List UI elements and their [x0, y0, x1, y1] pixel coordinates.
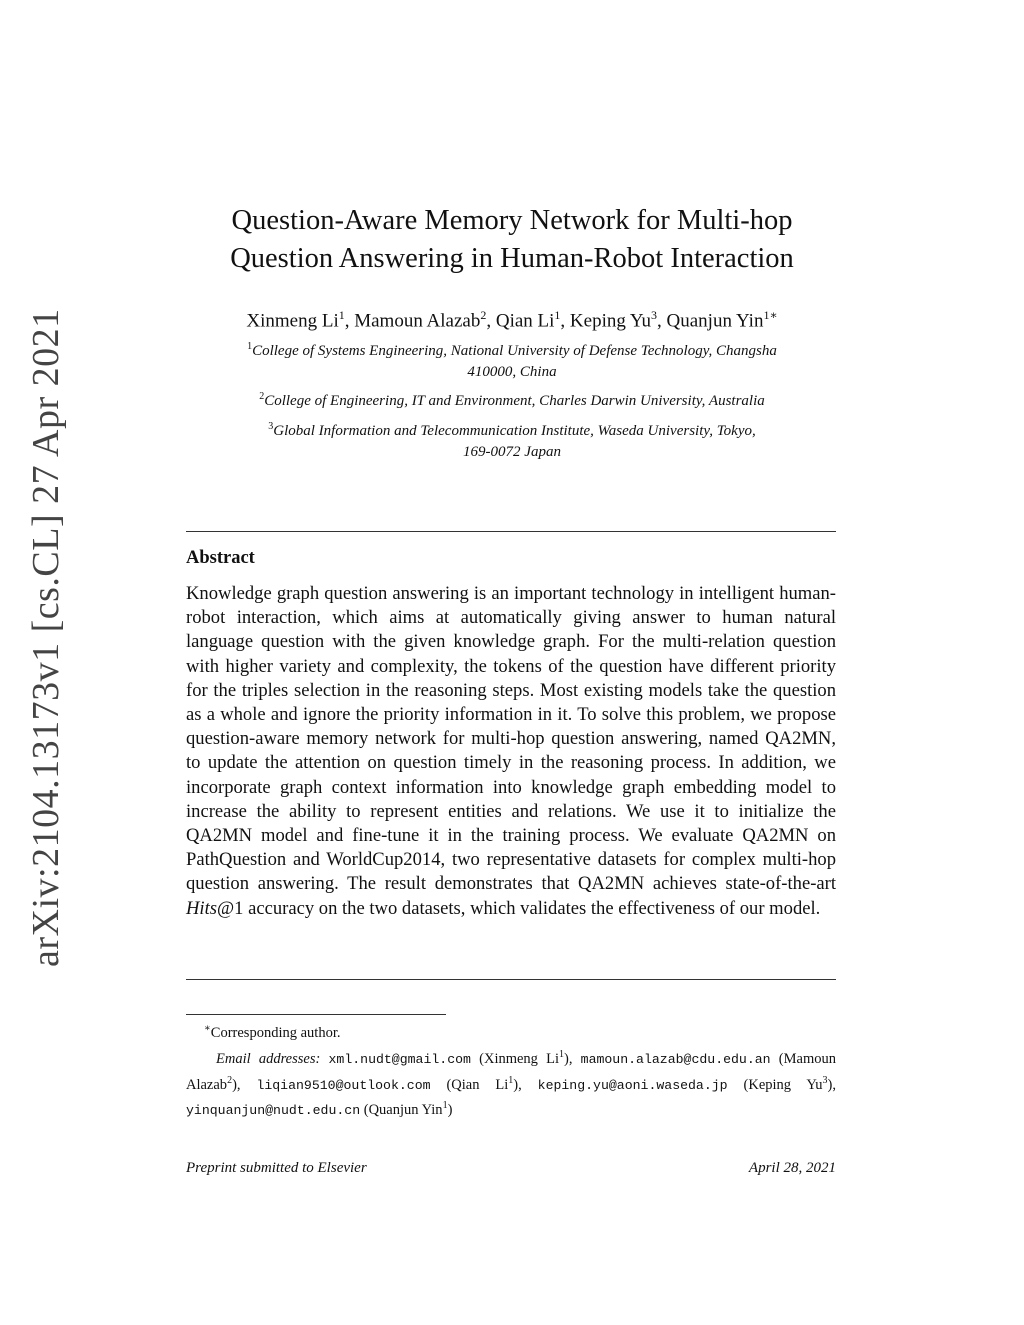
author-sup: 1∗ [763, 308, 778, 322]
email-owner: Quanjun Yin [368, 1102, 443, 1119]
title-line-2: Question Answering in Human-Robot Interaction [230, 243, 794, 274]
affiliation-sup: 3 [268, 421, 274, 432]
author-sup: 1 [554, 308, 561, 322]
email-owner-sup: 3 [822, 1074, 828, 1086]
abstract-text-end: @1 accuracy on the two datasets, which validates the effectiveness of our model. [217, 897, 821, 919]
affiliation-line: 410000, China [467, 364, 557, 380]
footnote-rule [186, 1014, 446, 1015]
arxiv-identifier: arXiv:2104.13173v1 [cs.CL] 27 Apr 2021 [25, 308, 67, 967]
affiliation-1 [160, 336, 864, 383]
footnote-mark: ∗ [204, 1023, 211, 1034]
email-owner-sup: 2 [227, 1074, 233, 1086]
email-owner-sup: 1 [508, 1074, 514, 1086]
author-list: Xinmeng Li$^1$, Mamoun Alazab$^2$, Qian Li$^1$, Keping Yu$^3$, Quanjun Yin$^{1∗}$ [246, 308, 778, 332]
email-owner: Xinmeng Li [483, 1050, 560, 1067]
affiliation-line: College of Engineering, IT and Environment, Charles Darwin University, Australia [264, 393, 765, 409]
affiliation-3 [160, 416, 864, 463]
title-line-1: Question-Aware Memory Network for Multi-hop [231, 205, 793, 236]
author-name: Mamoun Alazab [354, 310, 481, 332]
author-sup: 2 [480, 308, 487, 322]
abstract-heading: Abstract [186, 548, 255, 568]
paper-title [120, 202, 904, 278]
author-name: Xinmeng Li [246, 310, 339, 332]
footer-left: Preprint submitted to Elsevier [186, 1160, 367, 1176]
email-link[interactable]: mamoun.alazab@cdu.edu.an [580, 1051, 771, 1067]
email-label: Email addresses: [216, 1050, 321, 1067]
author-sup: 1 [338, 308, 345, 322]
email-owner: Qian Li [451, 1076, 509, 1093]
email-link[interactable]: xml.nudt@gmail.com [328, 1051, 471, 1067]
affiliation-2 [160, 386, 864, 412]
footer-date: April 28, 2021 [748, 1160, 836, 1176]
affiliation-sup: 2 [259, 391, 265, 402]
abstract-top-rule [186, 531, 836, 532]
affiliation-line: 169-0072 Japan [463, 444, 561, 460]
email-link[interactable]: yinquanjun@nudt.edu.cn [186, 1103, 361, 1119]
abstract-bottom-rule [186, 979, 836, 980]
affiliation-line: College of Systems Engineering, National University of Defense Technology, Changsha [252, 343, 777, 359]
abstract-text: Knowledge graph question answering is an important technology in intelligent human-robot interaction, which aims at automatically giving answer to human natural language question with the given knowledge graph. For the multi-relation question with higher variety and complexity, the tokens of the question have different priority for the triples selection in the reasoning steps. Most existing models take the question as a whole and ignore the priority information in it. To solve this problem, we propose question-aware memory network for multi-hop question answering, named QA2MN, to update the attention on question timely in the reasoning process. In addition, we incorporate graph context information into knowledge graph embedding model to increase the ability to represent entities and relations. We use it to initialize the QA2MN model and fine-tune it in the training process. We evaluate QA2MN on PathQuestion and WorldCup2014, two representative datasets for complex multi-hop question answering. The result demonstrates that QA2MN achieves state-of-the-art [186, 583, 836, 895]
email-owner-sup: 1 [559, 1048, 565, 1060]
corresponding-author-note: Corresponding author. [210, 1024, 341, 1041]
footnote: ∗Corresponding author. Email addresses: xml.nudt@gmail.com (Xinmeng Li$^1$), mamoun.alazab@cdu.edu.an (Mamoun Alazab$^2$), liqian9510@outlook.com (Qian Li$^1$), keping.yu@aoni.waseda.jp (Keping Yu$^3$), yinquanjun@nudt.edu.cn (Quanjun Yin$^1$) [186, 1023, 836, 1119]
author-name: Quanjun Yin [666, 310, 764, 332]
email-owner: Mamoun Alazab [186, 1050, 836, 1093]
email-link[interactable]: liqian9510@outlook.com [256, 1077, 431, 1093]
affiliation-sup: 1 [247, 341, 253, 352]
author-sup: 3 [651, 308, 658, 322]
author-name: Qian Li [495, 310, 555, 332]
email-owner: Keping Yu [748, 1076, 823, 1093]
email-owner-sup: 1 [442, 1100, 448, 1112]
author-name: Keping Yu [569, 310, 652, 332]
abstract-metric: Hits [186, 897, 217, 919]
email-link[interactable]: keping.yu@aoni.waseda.jp [537, 1077, 728, 1093]
abstract-body [186, 582, 836, 921]
affiliation-line: Global Information and Telecommunication Institute, Waseda University, Tokyo, [273, 423, 756, 439]
